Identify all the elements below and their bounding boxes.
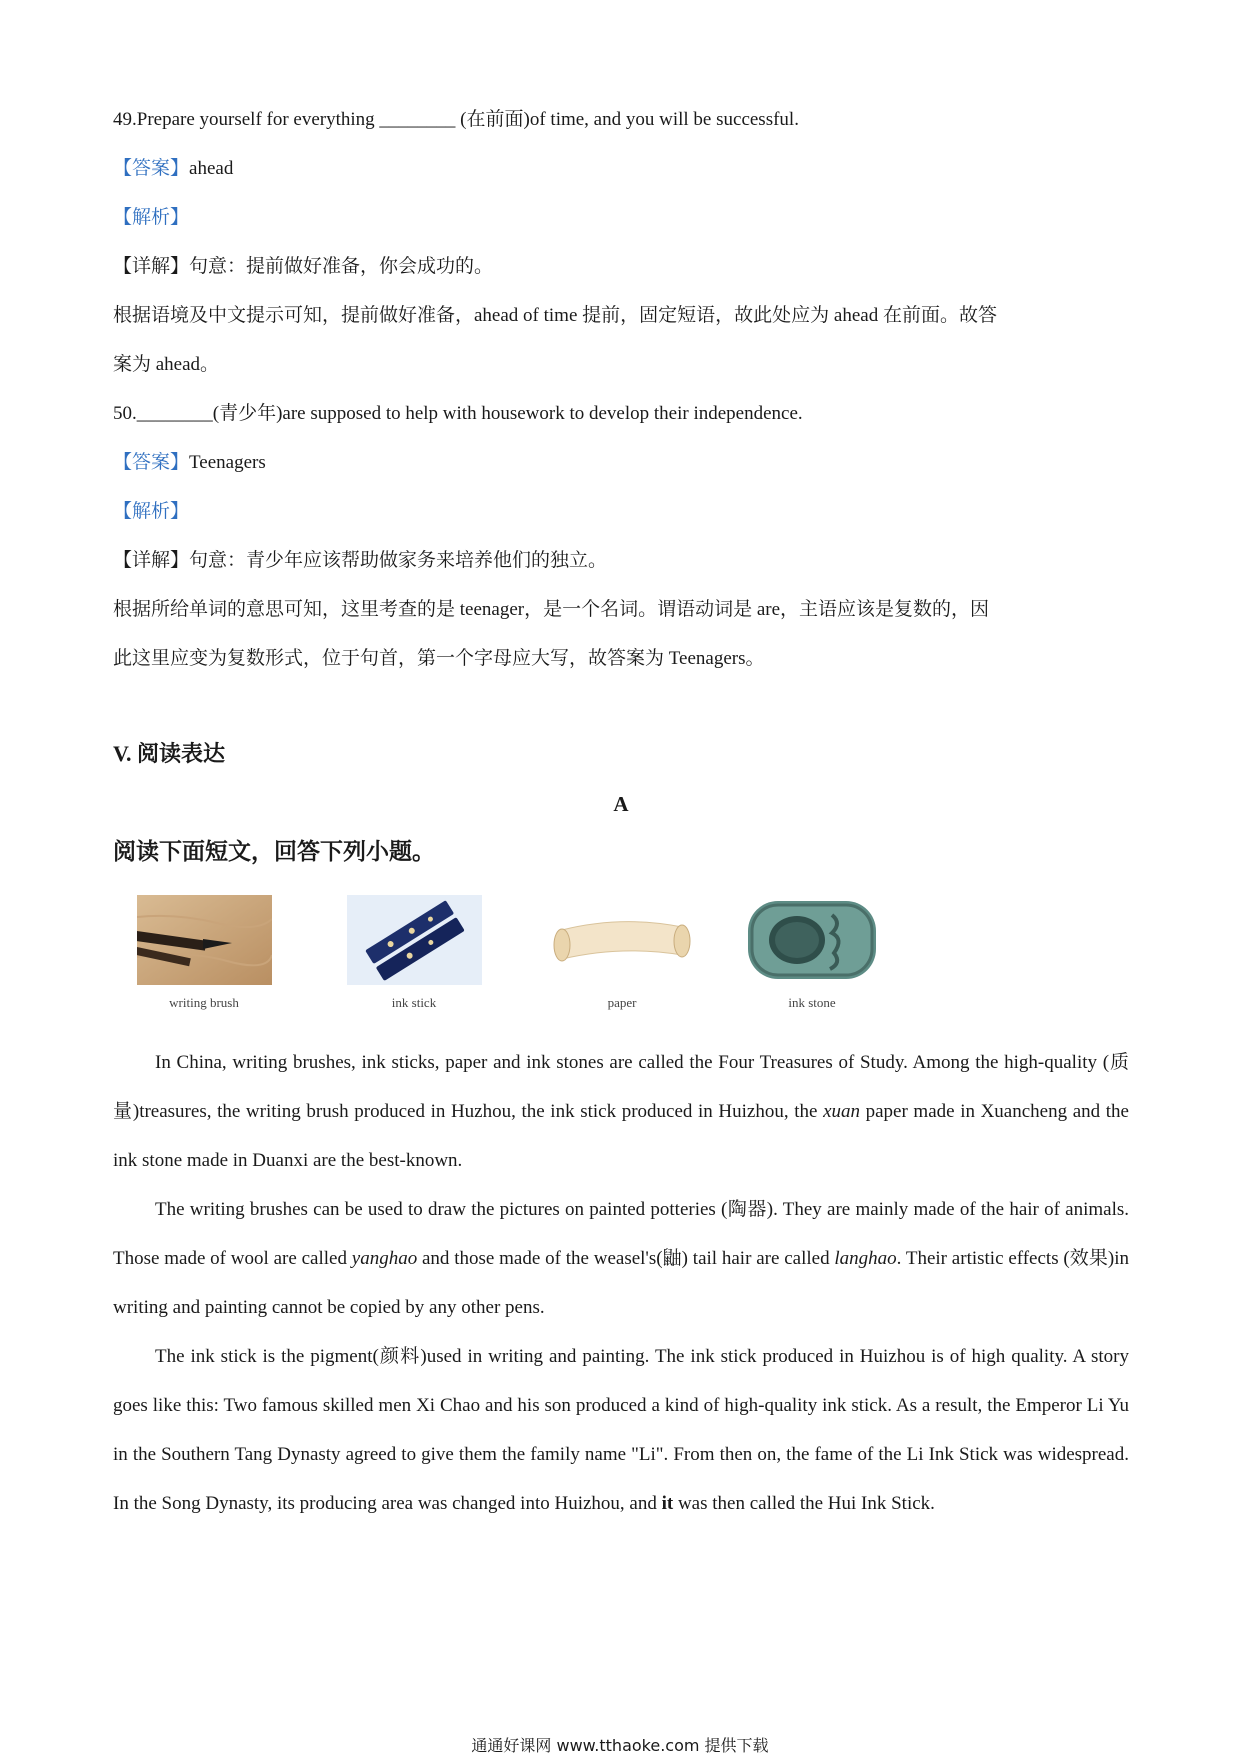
- question-49: 49.Prepare yourself for everything ________ (在前面)of time, and you will be successful.: [113, 109, 799, 130]
- italic-term: yanghao: [351, 1248, 418, 1269]
- caption-ink-stick: ink stick: [391, 995, 437, 1010]
- part-label: A: [613, 792, 629, 816]
- caption-writing-brush: writing brush: [169, 995, 239, 1010]
- detail-tag: 【详解】: [113, 256, 190, 277]
- ink-stick-photo: [347, 895, 482, 985]
- detail-50-2: 根据所给单词的意思可知，这里考查的是 teenager，是一个名词。谓语动词是 are，主语应该是复数的，因: [113, 599, 990, 620]
- detail-50-3: 此这里应变为复数形式，位于句首，第一个字母应大写，故答案为 Teenagers。: [113, 648, 765, 669]
- detail-49-3: 案为 ahead。: [113, 354, 220, 375]
- text-run: The writing brushes can be used to draw the pictures on painted potteries (陶器). They are mainly made of the hair of animals. Those made of wool are called: [113, 1199, 1129, 1269]
- caption-ink-stone: ink stone: [788, 995, 836, 1010]
- italic-term: xuan: [823, 1101, 860, 1122]
- detail-50-1: [113, 549, 607, 573]
- answer-tag: 【答案】: [113, 452, 190, 473]
- text-run: The ink stick is the pigment(颜料)used in writing and painting. The ink stick produced in Huizhou is of high quality. A story goes like this: Two famous skilled men Xi Chao and his son produced a kind of high-quality ink stick. As a result, the Emperor Li Yu in the Southern Tang Dynasty agreed to give them the family name "Li". From then on, the fame of the Li Ink Stick was widespread. In the Song Dynasty, its producing area was changed into Huizhou, and: [113, 1346, 1129, 1514]
- detail-text: 句意：青少年应该帮助做家务来培养他们的独立。: [189, 550, 608, 571]
- ink-stone-photo: [742, 895, 882, 985]
- detail-49-1: [113, 255, 493, 279]
- text-run: paper made in Xuancheng and the ink stone made in Duanxi are the best-known.: [113, 1101, 1129, 1171]
- text-run: and those made of the weasel's(鼬) tail hair are called: [417, 1248, 835, 1269]
- answer-49: [113, 157, 233, 181]
- writing-brush-photo: [137, 895, 272, 985]
- caption-paper: paper: [607, 995, 637, 1010]
- detail-text: 句意：提前做好准备，你会成功的。: [189, 256, 494, 277]
- passage-paragraph-1: [113, 1038, 1129, 1185]
- passage-paragraph-2: [113, 1185, 1129, 1332]
- answer-tag: 【答案】: [113, 158, 190, 179]
- four-treasures-pictures: [137, 895, 1037, 1015]
- bold-term: it: [661, 1493, 674, 1514]
- analysis-tag-49: 【解析】: [113, 207, 190, 228]
- detail-49-2: 根据语境及中文提示可知，提前做好准备，ahead of time 提前，固定短语，故此处应为 ahead 在前面。故答: [113, 305, 997, 326]
- answer-50: [113, 451, 266, 475]
- text-run: . Their artistic effects (效果)in writing and painting cannot be copied by any other pens.: [113, 1248, 1129, 1318]
- passage-paragraph-3: [113, 1332, 1129, 1528]
- text-run: In China, writing brushes, ink sticks, paper and ink stones are called the Four Treasures of Study. Among the high-quality (质量)treasures, the writing brush produced in Huzhou, the ink stick produced in Huizhou, the: [113, 1052, 1129, 1122]
- analysis-tag-50: 【解析】: [113, 501, 190, 522]
- italic-term: langhao: [834, 1248, 897, 1269]
- section-title: V. 阅读表达: [113, 741, 226, 766]
- detail-tag: 【详解】: [113, 550, 190, 571]
- answer-text: Teenagers: [189, 452, 266, 473]
- question-50: 50.________(青少年)are supposed to help with housework to develop their independence.: [113, 403, 803, 424]
- text-run: was then called the Hui Ink Stick.: [673, 1493, 935, 1514]
- page-footer: 通通好课网 www.tthaoke.com 提供下载: [471, 1736, 769, 1755]
- answer-text: ahead: [189, 158, 234, 179]
- paper-scroll-photo: [542, 895, 702, 985]
- instruction: 阅读下面短文，回答下列小题。: [113, 839, 435, 864]
